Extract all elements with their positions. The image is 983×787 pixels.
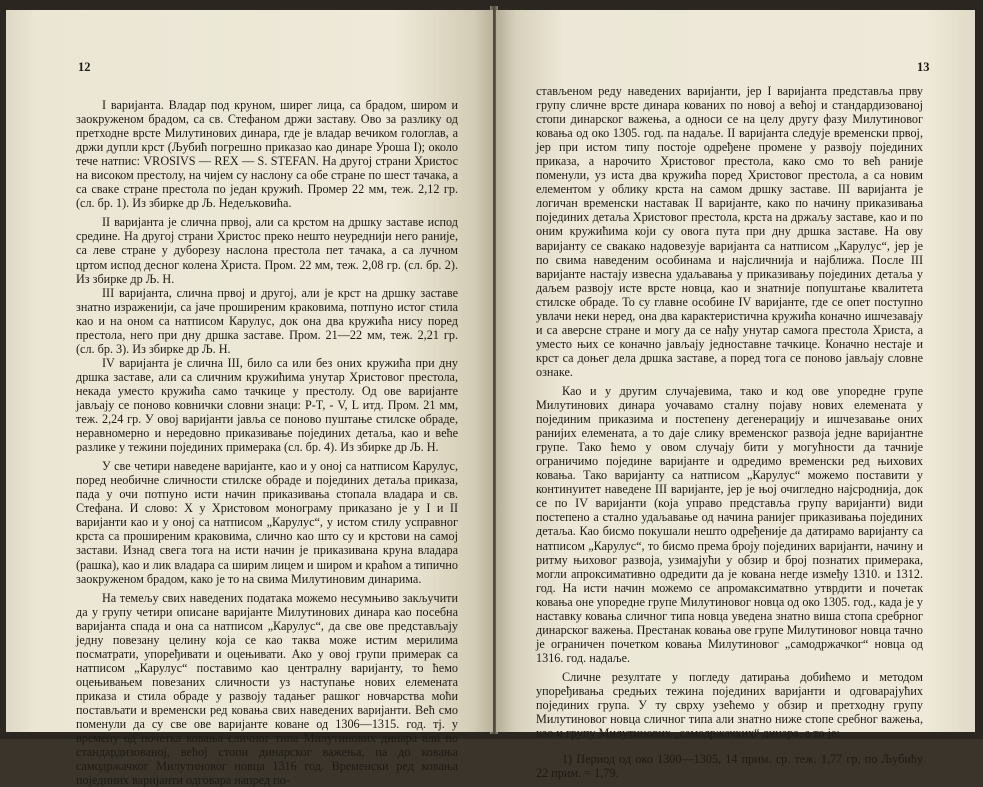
paragraph: IV варијанта је слична III, било са или без оних кружића при дну дршка заставе, али са сличним кружићима унутар Христовог престола, некада уместо кружића само тачкице у престолу. Од ове варијанте јављају се поново ковнички словни знаци: P-T, - V, L итд. Пром. 21 мм, теж. 2,24 гр. У овој варијанти јавља се поново пуштање стилске обраде, неравномерно и нередовно приказивање појединих детаља, као и веће разлике у тежини појединих примерака (сл. бр. 4). Из збирке др Љ. Н.: [76, 355, 458, 455]
paragraph: II варијанта је слична првој, али са крстом на дршку заставе испод средине. На другој страни Христос преко нешто неуреднији него раније, са леве стране у дуборезу наслона престола пет тачака, а са лучном цртом испод десног колена Христа. Пром. 22 мм, теж. 2,08 гр. (сл. бр. 2). Из збирке др Љ. Н.: [76, 215, 458, 286]
paragraph: Сличне резултате у погледу датирања добићемо и методом упоређивања средњих тежина појединих варијанти и одговарајућих појединих група. У ту сврху узећемо у обзир и претходну групу Милутиновог новца сличног типа али знатно ниже стопе сребног важења, као и групу Милутинових „самодржачких“ динара, а то је:: [536, 669, 923, 741]
paragraph: Као и у другим случајевима, тако и код ове упоредне групе Милутинових динара уочавамо сталну појаву нових елемената у појединим приказима и постепену дегенерацију и ишчезавање оних ранијих елемената, а то даје слику временског развоја једне варијантне групе. Тако ћемо у овом случају бити у могућности да тачније ограничимо појединe варијанте и одредимо временски ред њихових ковања. Тако варијанту са натписом „Карулус“ можемо поставити у континуитет наведене III варијанте, јер је њој очигледно најсроднија, док се по IV варијанти (која управо представља групу варијанти) види постепено а стално удаљавање од начина ранијег приказивања појединих детаља. Као бисмо покушали нешто одређеније да датирамо варијанту са натписом „Карулус“, то бисмо према броју појединих варијанти, начину и ритму њиховог развоја, узимајући у обзир и број познатих примерака, могли апроксимативно одредити да је кована негде између 1310. и 1312. год. На исти начин можемо се апромаксиматвно утврдити и почетак ковања оне упоредне групе Милутиновог новца од око 1305. год., када је у наставку ковања сличног типа новца уведена знатно виша стопа сребрног динарског важења. Престанак ковања ове групе Милутиновог новца тачно је ограничен почетком ковања Милутиновог „самодржачког“ новца од 1316. год. надаље.: [536, 383, 923, 665]
page-number-left: 12: [78, 60, 91, 74]
right-page: [496, 10, 975, 781]
left-page: [6, 10, 493, 787]
left-page-text: [76, 98, 458, 787]
page-number-right: 13: [917, 60, 930, 74]
paragraph: III варијанта, слична првој и другој, али је крст на дршку заставе знатно израженији, са јаче проширеним краковима, потпуно истог стила као и на оном са натписом Карулус, док она два кружића нису поред престола, него при дну дршка заставе. Пром. 21—22 мм, теж. 2,21 гр. (сл. бр. 3). Из збирке др Љ. Н.: [76, 285, 458, 356]
paragraph: I варијанта. Владар под круном, ширег лица, са брадом, широм и заокруженом брадом, са св. Стефаном држи заставу. Ово за разлику од претходне врсте Милутинових динара, где је владар вечиком гологлав, а држи дупли крст (Љубић погрешно приказао као динаре Уроша I); около тече натпис: VROSIVS — REX — S. STEFAN. На другој страни Христос на високом престолу, на чијем су наслону са обе стране по шест тачака, а са свакe стране престола по један кружић. Промер 22 мм, теж. 2,12 гр. (сл. бр. 1). Из збирке др Љ. Недељковића.: [76, 98, 458, 211]
right-page-text: [536, 84, 923, 780]
paragraph: стављеном реду наведених варијанти, јер I варијанта представља прву групу сличне врсте динара кованих по новој а већој и стандардизованој стопи динарског важења, а односи се на целу другу фазу Милутиновог ковања од око 1305. год. па надаље. II варијанта следује временски првој, јер при истом типу постоје одређене промене у развоју појединих приказа, а нарочито Христовог престола, како смо то већ раније поменули, уз иста два кружића поред Христовог престола, а са новим елементом у облику крста на самом дршку заставе. III варијанта је логичан временски наставак II варијанте, како по начину приказивања појединих детаља Христовог престола, крста на држаљу заставе, као и по оним кружићима који су овога пута при дну дршка заставе. На ову варијанту се свакако надовезује варијанта са натписом „Карулус“, јер је по свима наведеним особинама и најсличнија и најближа. После III варијанте настају извесна удаљавања у приказивању појединих детаља у даљем развоју исте врсте новца, као и знатније попуштање квалитета стилске обраде. То су главне особине IV варијанте, где се опет поступно увлачи неки неред, она два карактеристична кружића коначно ишчезавају и са аверсне стране и могу да се нађу унутар самога престола Христа, а уместо њих се коначно јављају једноставне тачкице. Коначно нестаје и крст са доњег дела дршка заставе, а поред тога се поново јављају словне ознаке.: [536, 84, 923, 379]
footnote-period: 1) Период од око 1300—1305, 14 прим. ср. теж. 1,77 гр, по Љубићу 22 прим. = 1,79.: [536, 752, 923, 781]
paragraph: У све четири наведене варијанте, као и у оној са натписом Карулус, поред необичне сличности стилске обраде и појединих детаља приказа, пада у очи потпуно исти начин приказивања стопала владара и св. Стефана. И слово: X у Христовом монограму приказано је у I и II варијанти као и у оној са натписом „Карулус“, у истом стилу успрaвног крста са проширеним краковима, слично као што су и крстови на самој застави. Изнад свега тога на исти начин је приказивана круна владара (рашка), као и лик владара са ширим лицем и широм и краћом а типично заокруженом брадом, како је то на свима Милутиновим динарима.: [76, 459, 458, 586]
paragraph: На темељу свих наведених података можемо несумњиво закључити да у групу четири описане варијанте Милутинових динара као посебна варијанта спада и она са натписом „Карулус“, да све ове представљају једну повезану целину која се као таква може истим мерилима посматрати, упоређивати и оцењивати. Ако у овој групи примерак са натписом „Карулус“ поставимо као централну варијанту, то ћемо оцењивањем повезаних сличности уз наступање нових елемената приказа и стила обраде у развоју тадањег рашког новчарства моћи постављати и временски ред ковања свих наведених варијанти. Већ смо поменули да су све ове варијанте коване од 1306—1315. год. тј. у времену од почетка ковања сличног типа Милутинових динара али по стандардизованој, већој стопи динарског важења, па до ковања самодржачког Милутиновог новца 1316 год. Временски ред ковања појединих варијанти одговара напред по-: [76, 590, 458, 787]
